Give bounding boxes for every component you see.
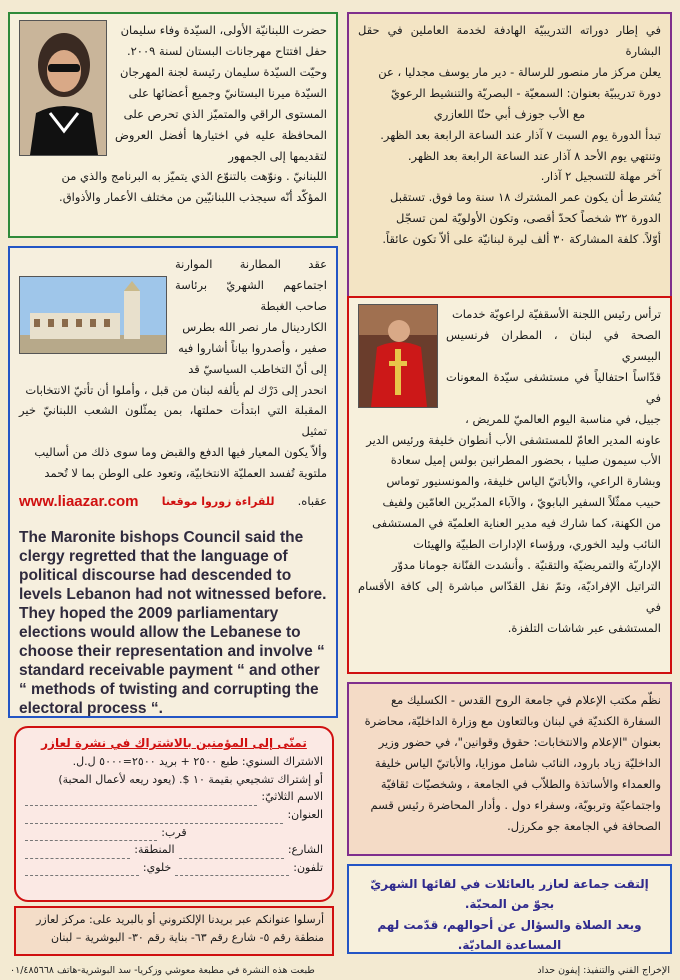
patients-line: المستشفى عبر شاشات التلفزة. <box>507 620 661 635</box>
phone-field[interactable] <box>175 865 289 876</box>
patients-line: جبيل، في مناسبة اليوم العالميّ للمريض ، <box>465 411 661 426</box>
patients-line: حبيب ممثّلاً السفير البابويّ ، والآباء المدبّرين العامّين ولفيف <box>382 495 661 510</box>
patients-line: الأب سيمون صليبا ، بحضور المطرانين بولس إميل سعادة <box>390 453 661 468</box>
patients-line: وبشارة الراعي، والأباتيّ الياس خليفة، والمونسنيور توماس <box>386 474 661 489</box>
bishops-line: ملتوية تُفسد العمليّة الانتخابيّة، وتعود على الوطن بما لا تُحمد <box>44 466 327 481</box>
send-address-box <box>14 906 334 956</box>
subscription-annual: الاشتراك السنوي: طبع ٢٥٠٠ + بريد ٢٥٠٠=٥٠٠٠ ل.ل. <box>72 755 323 769</box>
address-row <box>25 806 323 824</box>
families-line: إلتقت جماعة لعازر بالعائلات في لقائها الشهريّ بجوّ من المحبّة. <box>370 877 649 912</box>
training-line: أوّلاً. كلفة المشاركة ٣٠ ألف ليرة لبنانيّة على ألاّ تكون عائقاً. <box>382 232 661 247</box>
first-lady-line: حفل افتتاح مهرجانات البستان لسنة ٢٠٠٩. <box>126 43 327 58</box>
bishops-closing: عقباه. <box>297 494 327 509</box>
bishop-photo <box>358 304 438 408</box>
patients-line: الصحة في لبنان ، المطران فرنسيس البيسري <box>446 327 661 363</box>
training-line: يُشترط أن يكون عمر المشترك ١٨ سنة وما فوق. تستقبل <box>390 190 661 205</box>
training-line: دورة تدريبيّة بعنوان: السمعيّة - البصريّة والتنشيط الرعويّ <box>390 85 661 100</box>
patriarchate-photo <box>19 276 167 354</box>
lecture-line: والعمداء والأساتذة والطلاّب في الجامعة ، وشخصيّات ثقافيّة <box>380 776 661 791</box>
bishops-line: إلى أنّ التخاطب السياسيّ قد <box>188 361 327 376</box>
near-row <box>25 824 323 842</box>
first-lady-line: المحافظة عليه في اختيارها أفضل العروض لتقديمها إلى الجمهور <box>115 127 327 163</box>
mobile-label: خلوي: <box>142 860 172 874</box>
english-summary: The Maronite bishops Council said the clergy regretted that the language of political discourse had descended to levels Lebanon had not witnessed before. They hoped the 2009 parliamentary elections would allow the Lebanese to choose their representation and involve “ standard receivable payment “ and other “ methods of twisting and corrupting the electoral process “. <box>19 529 327 717</box>
first-lady-line: السيّدة ميرنا البستانيّ وجميع أعضائها على <box>128 85 327 100</box>
training-line: آخر مهلة للتسجيل ٢ آذار. <box>540 169 661 184</box>
patients-line: التراتيل الإفراديّة، وتمّ نقل القدّاس مباشرة إلى كافة الأقسام في <box>358 578 661 614</box>
area-field[interactable] <box>25 848 130 859</box>
training-course-section <box>347 12 672 298</box>
lecture-line: نظّم مكتب الإعلام في جامعة الروح القدس - الكسليك مع <box>391 693 661 707</box>
patients-line: ترأس رئيس اللجنة الأسقفيّة لراعويّة خدمات <box>451 307 661 321</box>
near-spacer <box>191 831 323 841</box>
first-lady-line: حضرت اللبنانيّة الأولى، السيّدة وفاء سليمان <box>120 23 327 37</box>
families-line: وبعد الصلاة والسؤال عن أحوالهم، قدّمت لهم المساعدة الماديّة. <box>377 917 642 953</box>
bishops-line: انحدر إلى دَرْك لم يألفه لبنان من قبل ، وأملوا أن تأتيّ الانتخابات <box>25 382 327 397</box>
address-field[interactable] <box>25 813 283 824</box>
bishops-line: الكاردينال مار نصر الله بطرس <box>182 319 327 334</box>
patients-line: قدّاساً احتفالياً في مستشفى سيّدة المعونات في <box>446 369 661 405</box>
bishops-line: عقد المطارنة الموارنة اجتماعهم الشهريّ برئاسة صاحب الغبطة <box>175 257 327 313</box>
patients-line: الإداريّة والتمريضيّة والتقنيّة . وأنشدت الفنّانة جومانا مدوّر <box>391 558 661 573</box>
website-link[interactable]: www.liaazar.com <box>19 493 139 511</box>
training-line: في إطار دوراته التدريبيّة الهادفة لخدمة العاملين في حقل البشارة <box>358 23 661 58</box>
subscription-encouraging: أو إشتراك تشجيعي بقيمة ١٠ $. (يعود ريعه لأعمال المحبة) <box>58 772 323 786</box>
website-line <box>19 488 327 515</box>
patients-line: عاونه المدير العامّ للمستشفى الأب أنطوان خليفة ورئيس الدير <box>366 432 661 447</box>
send-address-line: أرسلوا عنوانكم عبر بريدنا الإلكتروني أو بالبريد على: مركز لعازر <box>36 913 324 926</box>
lecture-line: واجتماعيّة وتربويّة، وسفراء دول . وأدار المحاضرة رئيس قسم <box>370 797 661 812</box>
first-lady-line: اللبنانيّ . ونوّهت بالتنوّع الذي يتميّز به البرنامج والذي من <box>61 169 327 184</box>
first-lady-photo <box>19 20 107 156</box>
street-row <box>25 841 323 859</box>
subscription-title: تمنّى إلى المؤمنين بالاشتراك في نشرة لعازر <box>41 736 307 750</box>
lecture-line: الداخليّة زياد بارود، النائب شامل موزايا، والأباتيّ الياس خليفة <box>374 755 661 770</box>
families-section <box>347 864 672 954</box>
lecture-line: بعنوان "الإعلام والانتخابات: حقوق وقوانين"، في حضور وزير <box>378 734 661 749</box>
bishops-line: صفير ، وأصدروا بياناً أشاروا فيه <box>178 340 327 355</box>
patients-line: من الكهنة، كما شارك فيه مدير العناية العلميّة في المستشفى <box>372 516 661 531</box>
visit-label: للقراءة زوروا موقعنا <box>161 494 275 508</box>
first-lady-line: وحيّت السيّدة سليمان رئيسة لجنة المهرجان <box>120 64 327 79</box>
name-row <box>25 788 323 806</box>
training-line: وتنتهي يوم الأحد ٨ آذار عند الساعة الرابعة بعد الظهر. <box>407 148 661 163</box>
training-line: تبدأ الدورة يوم السبت ٧ آذار عند الساعة الرابعة بعد الظهر. <box>380 127 661 142</box>
name-field[interactable] <box>25 795 257 806</box>
media-lecture-section <box>347 682 672 856</box>
lecture-line: الصحافة في الجامعة جو مكرزل. <box>507 818 661 833</box>
patients-day-section <box>347 296 672 674</box>
mobile-field[interactable] <box>25 865 139 876</box>
send-address-line: منطقة رقم ٥- شارع رقم ٦٣- بناية رقم ٣٠- البوشرية – لبنان <box>50 930 324 944</box>
bishops-council-section <box>8 246 338 718</box>
lecture-line: السفارة الكنديّة في لبنان وبالتعاون مع وزارة الداخليّة، محاضرة <box>364 713 661 728</box>
print-footer: طبعت هذه النشرة في مطبعة معوشي وزكريا- سد البوشرية-هاتف ٠١/٤٨٥٦٦٨ <box>10 965 315 976</box>
first-lady-line: المستوى الراقي والمتميّز الذي تحرص على <box>123 106 327 121</box>
phone-label: تلفون: <box>293 860 323 874</box>
area-label: المنطقة: <box>134 843 175 857</box>
training-line: يعلن مركز مار منصور للرسالة - دير مار يوسف مجدليا ، عن <box>378 64 661 79</box>
patients-line: النائب وليد الخوري، ورؤساء الإدارات الطبيّة والهيئات <box>413 537 661 552</box>
phone-row <box>25 859 323 877</box>
street-field[interactable] <box>179 848 284 859</box>
near-field[interactable] <box>25 830 157 841</box>
design-footer: الإخراج الفني والتنفيذ: إيفون حداد <box>537 965 670 976</box>
street-label: الشارع: <box>287 843 323 857</box>
bishops-line: وألاّ يكون المعيار فيها الدفع والقبض وما سوى ذلك من أساليب <box>34 445 327 460</box>
first-lady-section <box>8 12 338 238</box>
training-line: الدورة ٣٢ شخصاً كحدّ أقصى، وتكون الأولويّة لمن تسجّل <box>395 211 661 226</box>
subscription-form <box>14 726 334 902</box>
first-lady-line: المؤكّد أنّه سيجذب اللبنانيّين من مختلف الأعمار والأذواق. <box>59 190 327 205</box>
name-label: الاسم الثلاثيّ: <box>261 790 323 804</box>
bishops-line: المقبلة التي ابتدأت حملتها، بمن يمثّلون الشعب اللبنانيّ خير تمثيل <box>19 403 327 439</box>
near-label: قرب: <box>161 825 187 839</box>
address-label: العنوان: <box>287 807 323 821</box>
training-instructor: مع الأب جوزف أبي حنّا اللعازري <box>433 106 586 121</box>
